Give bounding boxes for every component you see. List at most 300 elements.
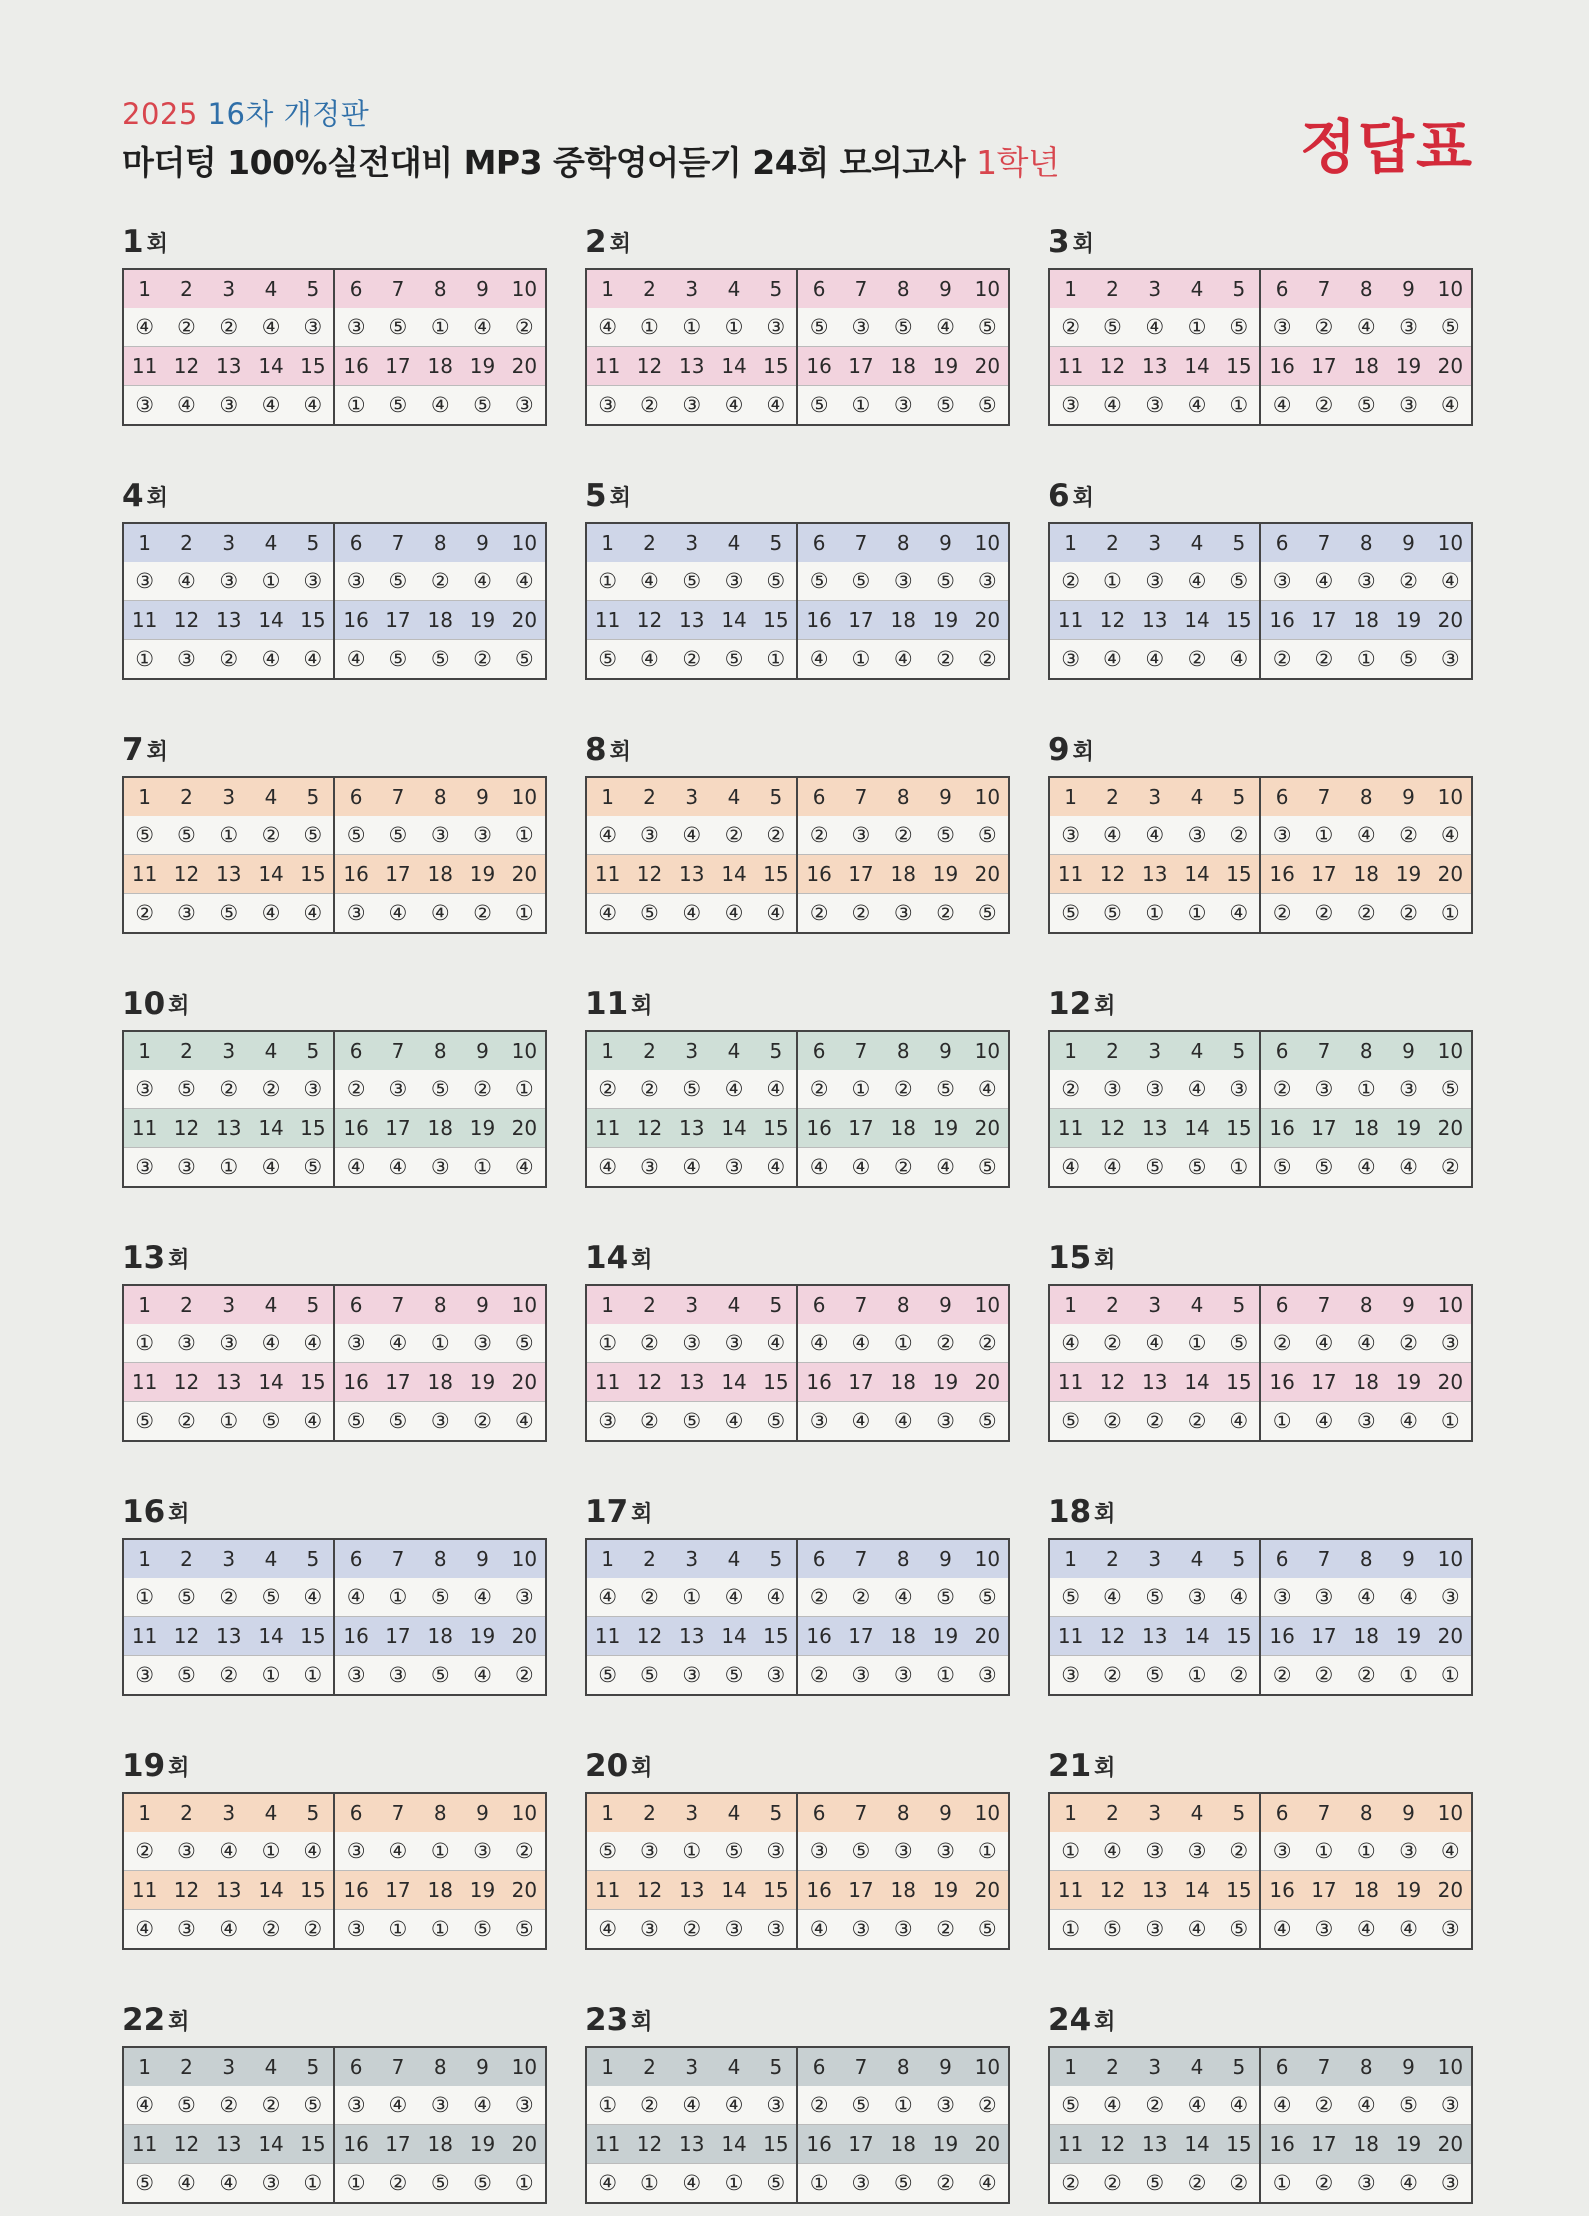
question-number-row — [123, 1031, 546, 1070]
answer-cell: ④ — [1176, 1910, 1218, 1950]
question-number: 18 — [1345, 1617, 1387, 1656]
question-number: 7 — [1317, 1801, 1331, 1825]
answer-cell: ④ — [388, 1331, 408, 1355]
question-number: 10 — [511, 277, 538, 301]
question-number-row — [123, 1285, 546, 1324]
answer-cell: ⑤ — [755, 1402, 797, 1442]
answer-cell: ② — [936, 1331, 955, 1355]
answer-cell: ③ — [1103, 1077, 1122, 1101]
answer-row — [586, 1910, 1009, 1950]
answer-cell: ④ — [250, 1148, 292, 1188]
question-number: 6 — [1260, 2047, 1302, 2086]
question-number: 16 — [334, 347, 376, 386]
answer-cell: ④ — [1176, 386, 1218, 426]
question-number: 17 — [377, 347, 419, 386]
round-suffix: 회 — [168, 2010, 190, 2035]
question-number: 2 — [643, 2055, 656, 2079]
question-number: 14 — [713, 1109, 755, 1148]
question-number: 14 — [250, 1109, 292, 1148]
question-number: 19 — [1387, 1109, 1429, 1148]
question-number: 1 — [1064, 277, 1078, 301]
answer-cell: ④ — [1145, 823, 1165, 847]
answer-cell: ③ — [640, 823, 659, 847]
answer-table — [1048, 1030, 1473, 1188]
answer-row — [586, 1832, 1009, 1871]
round-number: 7 — [122, 732, 144, 768]
question-number: 14 — [250, 601, 292, 640]
answer-cell: ① — [208, 1402, 250, 1442]
round-title — [122, 476, 547, 514]
question-number: 7 — [854, 785, 868, 809]
answer-cell: ③ — [123, 1148, 165, 1188]
round-block — [1048, 2000, 1473, 2204]
answer-cell: ⑤ — [851, 1839, 871, 1863]
question-number: 14 — [1176, 601, 1218, 640]
question-number: 5 — [306, 531, 320, 555]
answer-cell: ⑤ — [303, 2093, 323, 2117]
question-number: 9 — [1402, 785, 1415, 809]
answer-cell: ② — [177, 315, 196, 339]
question-number: 15 — [1218, 1617, 1260, 1656]
answer-cell: ② — [1176, 2164, 1218, 2204]
answer-cell: ⑤ — [388, 315, 408, 339]
question-number: 20 — [1430, 347, 1472, 386]
question-number-row — [586, 347, 1009, 386]
answer-cell: ③ — [1440, 2093, 1460, 2117]
question-number: 7 — [1317, 1293, 1331, 1317]
answer-table — [1048, 1538, 1473, 1696]
answer-cell: ① — [419, 1910, 461, 1950]
answer-cell: ④ — [598, 1585, 618, 1609]
question-number: 12 — [1091, 1109, 1133, 1148]
question-number: 16 — [1260, 855, 1302, 894]
question-number: 13 — [208, 601, 250, 640]
answer-cell: ④ — [724, 1585, 744, 1609]
question-number: 20 — [967, 1109, 1009, 1148]
question-number: 2 — [1106, 1293, 1119, 1317]
question-number: 10 — [1437, 785, 1464, 809]
question-number: 13 — [671, 347, 713, 386]
question-number: 7 — [854, 1039, 868, 1063]
question-number: 9 — [1402, 1293, 1415, 1317]
answer-cell: ④ — [713, 894, 755, 934]
answer-row — [123, 1910, 546, 1950]
question-number: 2 — [643, 531, 656, 555]
answer-cell: ② — [1387, 894, 1429, 934]
answer-row — [1049, 1324, 1472, 1363]
question-number: 10 — [1437, 277, 1464, 301]
question-number: 7 — [854, 1801, 868, 1825]
question-number: 17 — [1303, 1617, 1345, 1656]
round-number: 5 — [585, 478, 607, 514]
question-number-row — [123, 777, 546, 816]
question-number: 2 — [180, 531, 193, 555]
answer-cell: ③ — [1260, 816, 1302, 855]
answer-cell: ④ — [1103, 823, 1122, 847]
answer-cell: ③ — [303, 1077, 323, 1101]
answer-cell: ③ — [1314, 1077, 1334, 1101]
question-number: 6 — [334, 523, 376, 562]
round-suffix: 회 — [146, 740, 168, 765]
answer-cell: ④ — [473, 1585, 492, 1609]
question-number: 4 — [1190, 1801, 1204, 1825]
answer-table — [585, 1792, 1010, 1950]
question-number: 18 — [1345, 855, 1387, 894]
answer-cell: ④ — [755, 1148, 797, 1188]
round-suffix: 회 — [146, 232, 168, 257]
answer-cell: ⑤ — [1049, 1402, 1091, 1442]
question-number: 1 — [1064, 1801, 1078, 1825]
question-number: 11 — [586, 1617, 628, 1656]
round-number: 11 — [585, 986, 629, 1022]
answer-cell: ⑤ — [713, 640, 755, 680]
round-block — [122, 730, 547, 934]
round-title — [122, 1492, 547, 1530]
question-number: 11 — [123, 601, 165, 640]
answer-cell: ④ — [1399, 1585, 1418, 1609]
answer-cell: ⑤ — [1260, 1148, 1302, 1188]
round-suffix: 회 — [1094, 2010, 1116, 2035]
answer-cell: ④ — [671, 894, 713, 934]
question-number: 4 — [264, 1039, 278, 1063]
answer-cell: ① — [1103, 569, 1122, 593]
question-number: 1 — [138, 1547, 152, 1571]
question-number: 12 — [628, 1109, 670, 1148]
question-number: 5 — [769, 1801, 783, 1825]
answer-cell: ④ — [1229, 2093, 1249, 2117]
question-number-row — [586, 1871, 1009, 1910]
round-suffix: 회 — [1094, 994, 1116, 1019]
question-number: 1 — [138, 531, 152, 555]
answer-row — [123, 2086, 546, 2125]
answer-cell: ④ — [1387, 2164, 1429, 2204]
answer-cell: ② — [1345, 894, 1387, 934]
answer-cell: ② — [208, 1656, 250, 1696]
answer-row — [586, 562, 1009, 601]
question-number: 1 — [601, 1801, 615, 1825]
answer-cell: ④ — [473, 569, 492, 593]
question-number-row — [586, 2125, 1009, 2164]
question-number: 4 — [1190, 277, 1204, 301]
question-number: 3 — [1148, 1039, 1162, 1063]
answer-cell: ② — [967, 640, 1009, 680]
answer-cell: ⑤ — [1229, 569, 1249, 593]
question-number: 11 — [586, 2125, 628, 2164]
answer-cell: ③ — [419, 1148, 461, 1188]
answer-cell: ⑤ — [1091, 1910, 1133, 1950]
question-number: 18 — [419, 1363, 461, 1402]
answer-cell: ① — [1345, 640, 1387, 680]
answer-row — [123, 1402, 546, 1442]
question-number: 4 — [1190, 1547, 1204, 1571]
answer-cell: ⑤ — [967, 386, 1009, 426]
answer-cell: ⑤ — [724, 1839, 744, 1863]
question-number: 11 — [586, 1363, 628, 1402]
question-number: 2 — [1106, 785, 1119, 809]
question-number: 11 — [1049, 1871, 1091, 1910]
answer-cell: ④ — [1260, 386, 1302, 426]
question-number: 6 — [797, 1031, 839, 1070]
answer-cell: ⑤ — [977, 1585, 997, 1609]
book-title-line — [122, 137, 1059, 184]
answer-cell: ② — [377, 2164, 419, 2204]
answer-cell: ④ — [1187, 1077, 1207, 1101]
answer-cell: ④ — [292, 640, 334, 680]
answer-cell: ③ — [1430, 1910, 1472, 1950]
question-number: 17 — [377, 1871, 419, 1910]
question-number: 9 — [476, 785, 489, 809]
question-number: 3 — [222, 785, 236, 809]
round-title — [122, 1746, 547, 1784]
answer-cell: ① — [123, 640, 165, 680]
answer-cell: ① — [598, 2093, 618, 2117]
question-number: 11 — [123, 1363, 165, 1402]
answer-cell: ③ — [967, 1656, 1009, 1696]
answer-cell: ③ — [334, 1656, 376, 1696]
question-number: 4 — [1190, 531, 1204, 555]
question-number: 9 — [939, 277, 952, 301]
answer-cell: ① — [514, 1077, 534, 1101]
answer-cell: ③ — [1345, 2164, 1387, 2204]
question-number: 16 — [797, 855, 839, 894]
answer-cell: ④ — [1387, 1402, 1429, 1442]
question-number: 16 — [797, 347, 839, 386]
question-number: 1 — [601, 1293, 615, 1317]
answer-cell: ② — [292, 1910, 334, 1950]
question-number: 15 — [755, 1109, 797, 1148]
answer-cell: ② — [598, 1077, 618, 1101]
answer-cell: ④ — [840, 1148, 882, 1188]
question-number: 6 — [1260, 1793, 1302, 1832]
question-number: 19 — [461, 1871, 503, 1910]
answer-cell: ② — [977, 2093, 997, 2117]
answer-cell: ① — [377, 1910, 419, 1950]
answer-cell: ③ — [1303, 1910, 1345, 1950]
question-number: 13 — [671, 1617, 713, 1656]
answer-cell: ⑤ — [936, 569, 955, 593]
question-number: 2 — [1106, 1039, 1119, 1063]
question-number-row — [1049, 347, 1472, 386]
answer-cell: ④ — [713, 1402, 755, 1442]
answer-cell: ④ — [797, 640, 839, 680]
question-number: 1 — [601, 1547, 615, 1571]
question-number: 5 — [306, 1039, 320, 1063]
question-number: 3 — [685, 1547, 699, 1571]
question-number: 7 — [1317, 277, 1331, 301]
answer-cell: ④ — [219, 1839, 239, 1863]
answer-cell: ④ — [514, 569, 534, 593]
round-number: 15 — [1048, 1240, 1092, 1276]
question-number: 13 — [1134, 1871, 1176, 1910]
round-block — [122, 222, 547, 426]
question-number: 10 — [974, 277, 1001, 301]
question-number: 9 — [476, 1293, 489, 1317]
answer-table — [1048, 522, 1473, 680]
round-suffix: 회 — [609, 740, 631, 765]
round-title — [122, 222, 547, 260]
question-number: 12 — [628, 855, 670, 894]
answer-cell: ④ — [135, 315, 155, 339]
question-number: 20 — [1430, 1109, 1472, 1148]
answer-cell: ③ — [682, 1331, 702, 1355]
question-number-row — [586, 777, 1009, 816]
answer-cell: ③ — [724, 1331, 744, 1355]
answer-row — [586, 894, 1009, 934]
question-number: 10 — [1437, 1801, 1464, 1825]
question-number: 9 — [476, 1039, 489, 1063]
question-number: 6 — [334, 777, 376, 816]
answer-cell: ③ — [893, 569, 913, 593]
question-number: 14 — [713, 855, 755, 894]
answer-cell: ③ — [177, 1331, 196, 1355]
question-number: 5 — [306, 277, 320, 301]
answer-cell: ① — [1314, 1839, 1334, 1863]
answer-row — [123, 894, 546, 934]
answer-cell: ② — [924, 894, 966, 934]
answer-cell: ⑤ — [1440, 315, 1460, 339]
round-suffix: 회 — [1094, 1756, 1116, 1781]
question-number: 10 — [1437, 2055, 1464, 2079]
answer-cell: ③ — [334, 1324, 376, 1363]
answer-cell: ③ — [797, 1832, 839, 1871]
answer-cell: ③ — [1430, 2164, 1472, 2204]
round-block — [585, 222, 1010, 426]
answer-key-label: 정답표 — [1300, 113, 1475, 181]
question-number: 18 — [419, 1871, 461, 1910]
answer-cell: ② — [1260, 894, 1302, 934]
question-number: 4 — [1190, 2055, 1204, 2079]
question-number: 5 — [306, 1547, 320, 1571]
answer-cell: ④ — [671, 2164, 713, 2204]
answer-cell: ③ — [755, 1656, 797, 1696]
question-number: 4 — [727, 785, 741, 809]
question-number: 5 — [306, 1801, 320, 1825]
question-number: 9 — [476, 277, 489, 301]
answer-cell: ③ — [840, 2164, 882, 2204]
answer-cell: ③ — [1134, 1910, 1176, 1950]
answer-cell: ③ — [1440, 1585, 1460, 1609]
question-number: 14 — [250, 1363, 292, 1402]
question-number: 11 — [123, 1617, 165, 1656]
question-number: 7 — [391, 277, 405, 301]
answer-cell: ① — [208, 1148, 250, 1188]
question-number: 11 — [586, 601, 628, 640]
answer-cell: ② — [334, 1070, 376, 1109]
question-number: 18 — [1345, 1109, 1387, 1148]
answer-cell: ③ — [473, 1839, 492, 1863]
question-number-row — [1049, 1031, 1472, 1070]
answer-cell: ② — [1134, 1402, 1176, 1442]
question-number-row — [1049, 2125, 1472, 2164]
question-number: 12 — [628, 1617, 670, 1656]
question-number: 12 — [628, 1363, 670, 1402]
answer-cell: ⑤ — [766, 569, 786, 593]
question-number: 18 — [1345, 601, 1387, 640]
answer-cell: ⑤ — [1387, 640, 1429, 680]
answer-cell: ② — [628, 1402, 670, 1442]
answer-cell: ② — [1091, 1656, 1133, 1696]
answer-cell: ① — [977, 1839, 997, 1863]
round-title — [122, 2000, 547, 2038]
answer-cell: ③ — [250, 2164, 292, 2204]
answer-cell: ⑤ — [461, 1910, 503, 1950]
answer-cell: ④ — [504, 1148, 546, 1188]
question-number: 20 — [967, 1617, 1009, 1656]
answer-row — [123, 1656, 546, 1696]
question-number: 10 — [511, 531, 538, 555]
answer-cell: ③ — [123, 386, 165, 426]
answer-cell: ④ — [1049, 1148, 1091, 1188]
answer-cell: ⑤ — [377, 640, 419, 680]
answer-cell: ② — [797, 1578, 839, 1617]
round-number: 16 — [122, 1494, 166, 1530]
answer-cell: ③ — [1260, 562, 1302, 601]
answer-cell: ⑤ — [851, 2093, 871, 2117]
answer-row — [1049, 2086, 1472, 2125]
question-number: 20 — [504, 347, 546, 386]
question-number: 15 — [1218, 1109, 1260, 1148]
question-number-row — [1049, 2047, 1472, 2086]
question-number: 14 — [250, 1871, 292, 1910]
answer-cell: ⑤ — [924, 386, 966, 426]
question-number: 2 — [643, 785, 656, 809]
answer-cell: ③ — [334, 2086, 376, 2125]
answer-cell: ④ — [1260, 1910, 1302, 1950]
answer-cell: ④ — [419, 386, 461, 426]
question-number: 15 — [755, 1871, 797, 1910]
answer-cell: ④ — [473, 2093, 492, 2117]
answer-cell: ⑤ — [177, 2093, 196, 2117]
answer-cell: ① — [755, 640, 797, 680]
answer-cell: ④ — [388, 1839, 408, 1863]
question-number: 9 — [476, 1547, 489, 1571]
answer-cell: ④ — [250, 386, 292, 426]
question-number: 11 — [123, 2125, 165, 2164]
question-number: 10 — [974, 1293, 1001, 1317]
answer-cell: ④ — [1356, 315, 1376, 339]
question-number: 13 — [208, 1617, 250, 1656]
answer-cell: ② — [1229, 823, 1249, 847]
answer-cell: ⑤ — [713, 1656, 755, 1696]
answer-cell: ① — [461, 1148, 503, 1188]
round-block — [1048, 222, 1473, 426]
answer-cell: ⑤ — [514, 1331, 534, 1355]
question-number: 1 — [138, 1293, 152, 1317]
question-number: 8 — [433, 1293, 447, 1317]
answer-table — [1048, 2046, 1473, 2204]
answer-cell: ⑤ — [1440, 1077, 1460, 1101]
question-number-row — [123, 1539, 546, 1578]
question-number: 16 — [1260, 1363, 1302, 1402]
question-number: 19 — [924, 1871, 966, 1910]
answer-cell: ④ — [724, 1077, 744, 1101]
question-number: 8 — [433, 1039, 447, 1063]
answer-cell: ② — [1260, 640, 1302, 680]
question-number: 8 — [1359, 1293, 1373, 1317]
question-number: 14 — [713, 601, 755, 640]
answer-cell: ① — [1430, 1402, 1472, 1442]
answer-cell: ③ — [1399, 315, 1418, 339]
question-number: 9 — [939, 785, 952, 809]
question-number: 6 — [797, 1539, 839, 1578]
answer-cell: ② — [219, 315, 239, 339]
question-number: 12 — [1091, 855, 1133, 894]
answer-cell: ⑤ — [419, 640, 461, 680]
question-number: 8 — [896, 1547, 910, 1571]
answer-cell: ③ — [377, 1656, 419, 1696]
question-number: 17 — [377, 1617, 419, 1656]
answer-cell: ⑤ — [598, 1839, 618, 1863]
